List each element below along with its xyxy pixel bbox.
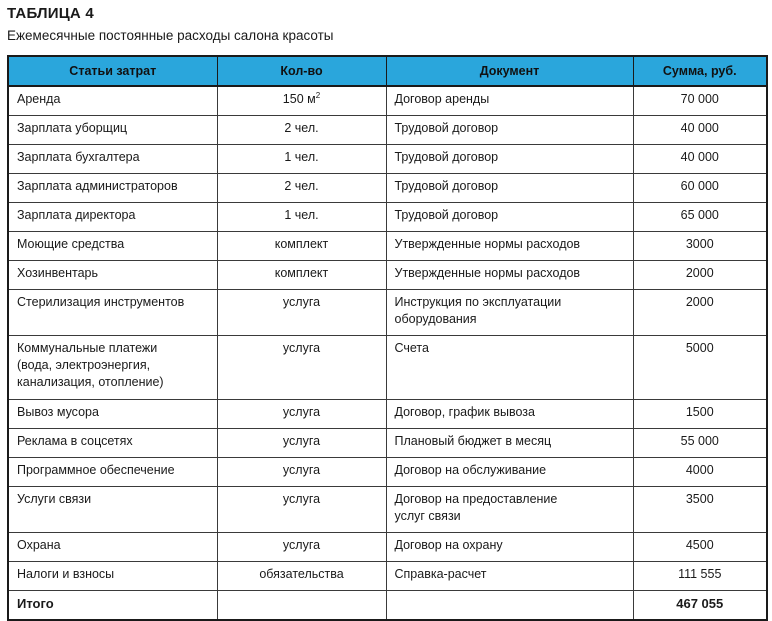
cell-item: Зарплата уборщиц [8,116,217,145]
cell-quantity: комплект [217,261,386,290]
cell-item: Стерилизация инструментов [8,290,217,336]
cell-document: Трудовой договор [386,116,633,145]
cell-item: Зарплата директора [8,203,217,232]
cell-amount: 5000 [633,336,767,400]
cell-quantity: 1 чел. [217,203,386,232]
cell-item: Охрана [8,533,217,562]
table-row [8,203,767,232]
table-row [8,487,767,533]
cell-document: Счета [386,336,633,400]
cell-quantity: 2 чел. [217,174,386,203]
cell-document: Утвержденные нормы расходов [386,232,633,261]
table-row [8,533,767,562]
cell-amount: 4000 [633,458,767,487]
cell-quantity: услуга [217,487,386,533]
cell-item [8,336,217,400]
item-line: (вода, электроэнергия, [17,358,151,372]
cell-document: Договор, график вывоза [386,400,633,429]
table-row [8,86,767,116]
cell-document: Плановый бюджет в месяц [386,429,633,458]
header-item: Статьи затрат [8,56,217,86]
cell-quantity: услуга [217,336,386,400]
cell-quantity: 1 чел. [217,145,386,174]
quantity-superscript: 2 [315,91,321,100]
cell-item: Программное обеспечение [8,458,217,487]
table-row [8,232,767,261]
cell-item: Услуги связи [8,487,217,533]
header-amount: Сумма, руб. [633,56,767,86]
cell-document: Договор на охрану [386,533,633,562]
header-document: Документ [386,56,633,86]
total-label: Итого [8,591,217,621]
cell-quantity: услуга [217,533,386,562]
cell-amount: 111 555 [633,562,767,591]
cell-amount: 70 000 [633,86,767,116]
table-caption [7,4,767,45]
item-line: Коммунальные платежи [17,341,158,355]
table-row [8,336,767,400]
table-label: ТАБЛИЦА 4 [7,5,94,22]
cell-document [386,290,633,336]
cell-amount: 40 000 [633,116,767,145]
cell-quantity: услуга [217,429,386,458]
cell-item: Хозинвентарь [8,261,217,290]
cell-amount: 4500 [633,533,767,562]
table-row [8,290,767,336]
cell-document: Справка-расчет [386,562,633,591]
cell-quantity: комплект [217,232,386,261]
header-quantity: Кол-во [217,56,386,86]
cell-quantity: услуга [217,290,386,336]
table-title: Ежемесячные постоянные расходы салона красоты [7,28,334,43]
table-row [8,458,767,487]
table-header-row [8,56,767,86]
cell-quantity: 2 чел. [217,116,386,145]
table-row [8,145,767,174]
cell-amount: 55 000 [633,429,767,458]
document-line: Инструкция по эксплуатации [394,295,562,309]
cell-quantity: обязательства [217,562,386,591]
cell-amount: 3000 [633,232,767,261]
quantity-value: 150 м [282,92,316,106]
cell-item: Зарплата бухгалтера [8,145,217,174]
document-line: услуг связи [394,509,461,523]
cell-item: Зарплата администраторов [8,174,217,203]
cell-amount: 2000 [633,261,767,290]
cell-amount: 40 000 [633,145,767,174]
total-empty-cell [386,591,633,621]
expenses-table [7,55,768,621]
item-line: канализация, отопление) [17,375,164,389]
cell-item: Реклама в соцсетях [8,429,217,458]
cell-amount: 2000 [633,290,767,336]
cell-document: Трудовой договор [386,145,633,174]
cell-document: Договор на обслуживание [386,458,633,487]
cell-amount: 60 000 [633,174,767,203]
document-line: оборудования [394,312,477,326]
total-empty-cell [217,591,386,621]
cell-document: Договор аренды [386,86,633,116]
table-row [8,400,767,429]
cell-item: Аренда [8,86,217,116]
cell-item: Моющие средства [8,232,217,261]
cell-item: Вывоз мусора [8,400,217,429]
document-line: Договор на предоставление [394,492,558,506]
cell-document: Утвержденные нормы расходов [386,261,633,290]
cell-quantity: услуга [217,400,386,429]
cell-document: Трудовой договор [386,174,633,203]
table-row [8,116,767,145]
cell-item: Налоги и взносы [8,562,217,591]
total-row [8,591,767,621]
cell-amount: 1500 [633,400,767,429]
table-row [8,174,767,203]
table-row [8,562,767,591]
cell-amount: 65 000 [633,203,767,232]
cell-document [386,487,633,533]
cell-amount: 3500 [633,487,767,533]
cell-quantity [217,86,386,116]
cell-quantity: услуга [217,458,386,487]
cell-document: Трудовой договор [386,203,633,232]
total-amount: 467 055 [633,591,767,621]
table-row [8,261,767,290]
table-row [8,429,767,458]
